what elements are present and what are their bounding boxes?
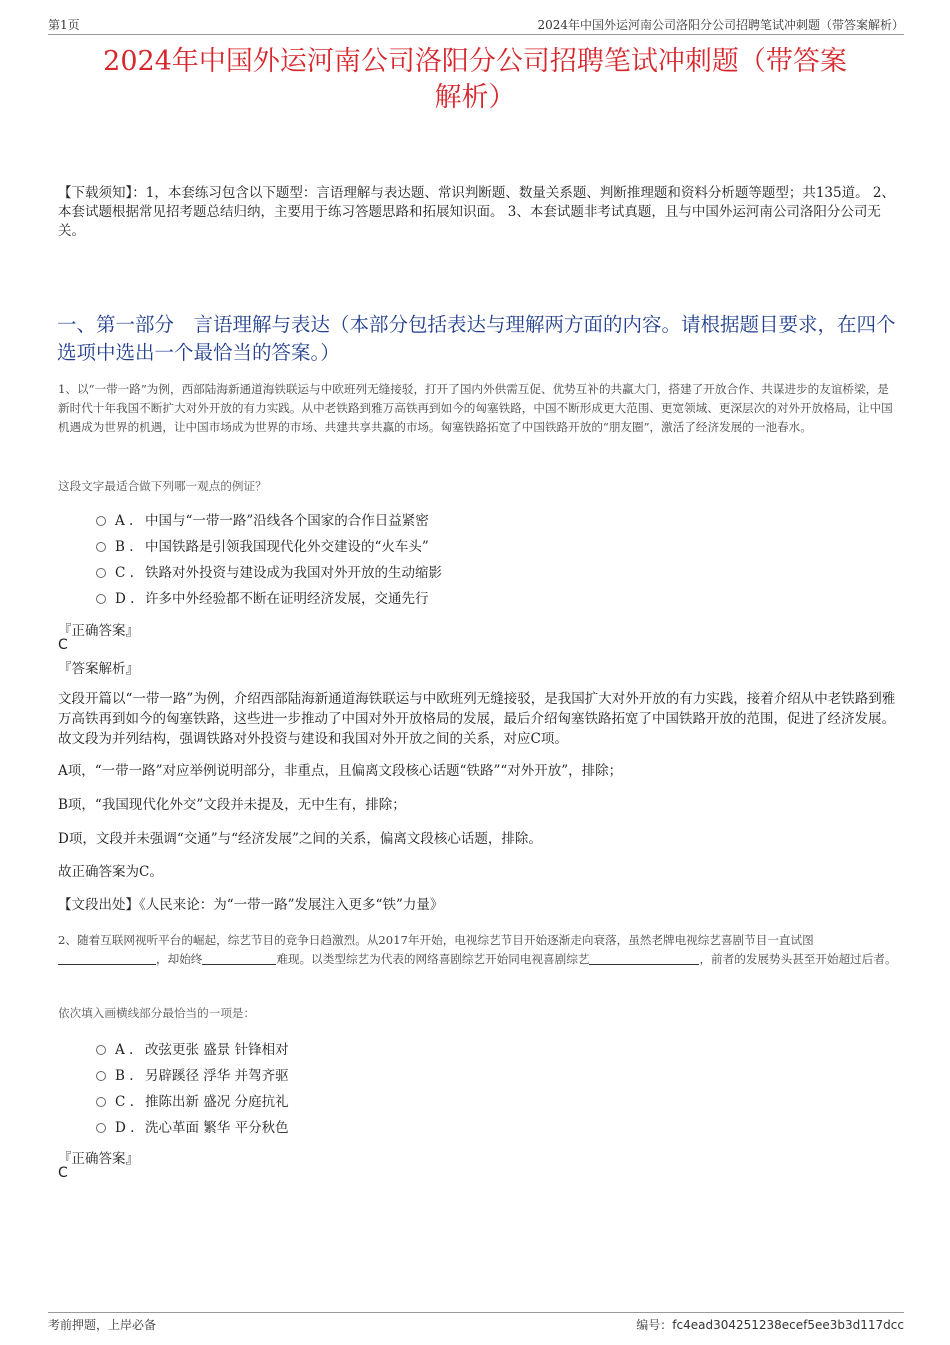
radio-icon[interactable] — [96, 1097, 106, 1107]
answer-value: C — [58, 637, 68, 653]
analysis-label: 『答案解析』 — [58, 661, 139, 677]
header-doc-title: 2024年中国外运河南公司洛阳分公司招聘笔试冲刺题（带答案解析） — [537, 18, 904, 32]
option-text: 另辟蹊径 浮华 并驾齐驱 — [145, 1068, 289, 1084]
document-title — [40, 44, 910, 116]
option-text: 中国与“一带一路”沿线各个国家的合作日益紧密 — [145, 513, 429, 529]
radio-icon[interactable] — [96, 1071, 106, 1081]
page-footer — [48, 1312, 904, 1332]
document-title-line2: 解析） — [434, 82, 516, 113]
option-text: 推陈出新 盛况 分庭抗礼 — [145, 1094, 289, 1110]
radio-icon[interactable] — [96, 568, 106, 578]
option-b[interactable]: B . 中国铁路是引领我国现代化外交建设的“火车头” — [96, 537, 442, 563]
option-text: 洗心革面 繁华 平分秋色 — [145, 1120, 289, 1136]
page-number: 第1页 — [48, 18, 80, 32]
option-d[interactable]: D . 许多中外经验都不断在证明经济发展，交通先行 — [96, 589, 442, 615]
radio-icon[interactable] — [96, 542, 106, 552]
radio-icon[interactable] — [96, 594, 106, 604]
option-a[interactable]: A . 改弦更张 盛景 针锋相对 — [96, 1040, 289, 1066]
document-title-line1: 2024年中国外运河南公司洛阳分公司招聘笔试冲刺题（带答案 — [103, 46, 847, 77]
option-b[interactable]: B . 另辟蹊径 浮华 并驾齐驱 — [96, 1066, 289, 1092]
option-d[interactable]: D . 洗心革面 繁华 平分秋色 — [96, 1118, 289, 1144]
answer-value: C — [58, 1165, 68, 1181]
question-2-options — [96, 1040, 289, 1144]
analysis-text: 文段开篇以“一带一路”为例，介绍西部陆海新通道海铁联运与中欧班列无缝接驳，是我国扩大对外开放的有力实践，接着介绍从中老铁路到雅万高铁再到如今的匈塞铁路，这些进一步推动了中国对外开放格局的发展，最后介绍匈塞铁路拓宽了中国铁路开放的范围，促进了经济发展。故文段为并列结构，强调铁路对外投资与建设和我国对外开放之间的关系，对应C项。 — [58, 691, 896, 747]
option-text: 许多中外经验都不断在证明经济发展，交通先行 — [145, 591, 429, 607]
analysis-item-d: D项，文段并未强调“交通”与“经济发展”之间的关系，偏离文段核心话题，排除。 — [58, 831, 542, 847]
footer-code: 编号：fc4ead304251238ecef5ee3b3d117dcc — [636, 1318, 904, 1332]
option-text: 改弦更张 盛景 针锋相对 — [145, 1042, 289, 1058]
page-header — [48, 12, 904, 35]
question-1-prompt: 这段文字最适合做下列哪一观点的例证？ — [58, 479, 267, 493]
option-c[interactable]: C . 铁路对外投资与建设成为我国对外开放的生动缩影 — [96, 563, 442, 589]
analysis-conclusion: 故正确答案为C。 — [58, 864, 163, 880]
answer-label: 『正确答案』 — [58, 1151, 139, 1167]
blank-3 — [589, 952, 699, 965]
radio-icon[interactable] — [96, 1045, 106, 1055]
option-text: 铁路对外投资与建设成为我国对外开放的生动缩影 — [145, 565, 442, 581]
analysis-item-a: A项，“一带一路”对应举例说明部分，非重点，且偏离文段核心话题“铁路”“对外开放”，排除； — [58, 763, 623, 779]
option-a[interactable]: A . 中国与“一带一路”沿线各个国家的合作日益紧密 — [96, 511, 442, 537]
question-2-text: 2、随着互联网视听平台的崛起，综艺节目的竞争日趋激烈。从2017年开始，电视综艺节目开始逐渐走向衰落，虽然老牌电视综艺喜剧节目一直试图，却始终 难现。以类型综艺为代表的网络喜剧综艺开始同电视喜剧综艺 ，前者的发展势头甚至开始超过后者。 — [58, 933, 897, 966]
blank-1 — [58, 952, 156, 965]
question-1-options — [96, 511, 442, 615]
download-notice: 【下载须知】：1，本套练习包含以下题型：言语理解与表达题、常识判断题、数量关系题、判断推理题和资料分析题等题型；共135道。 2、本套试题根据常见招考题总结归纳，主要用于练习答题思路和拓展知识面。 3、本套试题非考试真题，且与中国外运河南公司洛阳分公司无关。 — [58, 185, 895, 239]
question-1-text: 1、以“一带一路”为例，西部陆海新通道海铁联运与中欧班列无缝接驳，打开了国内外供需互促、优势互补的共赢大门，搭建了开放合作、共谋进步的友谊桥梁，是新时代十年我国不断扩大对外开放的有力实践。从中老铁路到雅万高铁再到如今的匈塞铁路，中国不断形成更大范围、更宽领域、更深层次的对外开放格局，让中国机遇成为世界的机遇，让中国市场成为世界的市场、共建共享共赢的市场。匈塞铁路拓宽了中国铁路开放的“朋友圈”，激活了经济发展的一池春水。 — [58, 382, 893, 434]
blank-2 — [202, 952, 276, 965]
analysis-item-b: B项，“我国现代化外交”文段并未提及，无中生有，排除； — [58, 797, 406, 813]
question-2-prompt: 依次填入画横线部分最恰当的一项是： — [58, 1006, 256, 1020]
radio-icon[interactable] — [96, 516, 106, 526]
footer-slogan: 考前押题，上岸必备 — [48, 1318, 157, 1332]
option-c[interactable]: C . 推陈出新 盛况 分庭抗礼 — [96, 1092, 289, 1118]
section-heading: 一、第一部分 言语理解与表达（本部分包括表达与理解两方面的内容。请根据题目要求，在四个选项中选出一个最恰当的答案。） — [57, 313, 896, 364]
radio-icon[interactable] — [96, 1123, 106, 1133]
answer-label: 『正确答案』 — [58, 623, 139, 639]
text-source: 【文段出处】《人民来论：为“一带一路”发展注入更多“铁”力量》 — [58, 897, 444, 913]
option-text: 中国铁路是引领我国现代化外交建设的“火车头” — [145, 539, 429, 555]
